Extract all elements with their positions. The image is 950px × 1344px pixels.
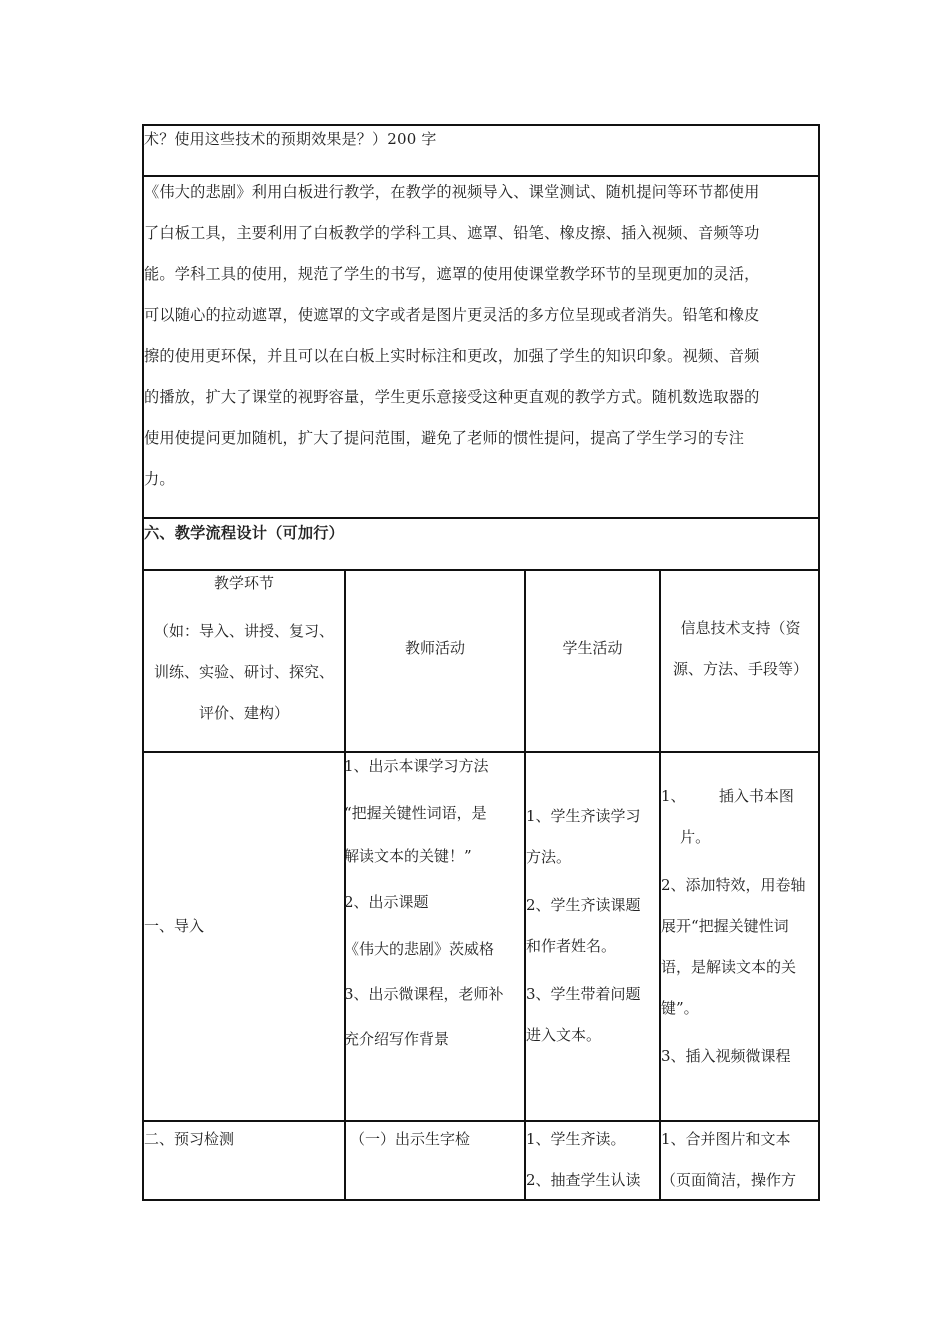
tech-support-line: 片。: [661, 828, 711, 846]
paragraph-line: 可以随心的拉动遮罩，使遮罩的文字或者是图片更灵活的多方位呈现或者消失。铅笔和橡皮: [144, 306, 760, 324]
teacher-activity-line: （一）出示生字检: [350, 1130, 471, 1148]
student-activity-line: 2、学生齐读课题: [526, 896, 641, 914]
question-text: 术？使用这些技术的预期效果是？）200 字: [144, 130, 437, 148]
tech-support-line: 展开“把握关键性词: [661, 917, 789, 935]
teacher-activity-line: “把握关键性词语，是: [344, 804, 487, 822]
header-stage-note: （如：导入、讲授、复习、: [153, 622, 334, 640]
tech-support-line: 3、插入视频微课程: [661, 1047, 791, 1065]
header-tech-support: 信息技术支持（资: [680, 619, 801, 637]
student-activity-line: 3、学生带着问题: [526, 985, 641, 1003]
student-activity-line: 2、抽查学生认读: [526, 1171, 641, 1189]
teacher-activity-line: 2、出示课题: [344, 893, 429, 911]
student-activity-line: 进入文本。: [526, 1026, 602, 1044]
row-divider: [142, 517, 820, 519]
header-stage-note: 评价、建构）: [198, 704, 289, 722]
paragraph-line: 了白板工具，主要利用了白板教学的学科工具、遮罩、铅笔、橡皮擦、插入视频、音频等功: [144, 224, 760, 242]
student-activity-line: 和作者姓名。: [526, 937, 617, 955]
paragraph-line: 使用使提问更加随机，扩大了提问范围，避免了老师的惯性提问，提高了学生学习的专注: [144, 429, 745, 447]
stage-cell: 二、预习检测: [144, 1130, 235, 1148]
student-activity-line: 1、学生齐读。: [526, 1130, 626, 1148]
paragraph-line: 的播放，扩大了课堂的视野容量，学生更乐意接受这种更直观的教学方式。随机数选取器的: [144, 388, 760, 406]
tech-support-line: 1、合并图片和文本: [661, 1130, 791, 1148]
tech-support-line: 1、 插入书本图: [661, 787, 794, 805]
header-tech-support: 源、方法、手段等）: [672, 660, 808, 678]
tech-support-line: 语，是解读文本的关: [661, 958, 797, 976]
tech-support-line: 2、添加特效，用卷轴: [661, 876, 806, 894]
header-teacher-activity: 教师活动: [404, 639, 465, 657]
paragraph-line: 力。: [144, 470, 175, 488]
tech-support-line: 键”。: [661, 999, 699, 1017]
teacher-activity-line: 解读文本的关键！”: [344, 847, 472, 865]
paragraph-line: 《伟大的悲剧》利用白板进行教学，在教学的视频导入、课堂测试、随机提问等环节都使用: [144, 183, 760, 201]
tech-support-line: （页面简洁，操作方: [661, 1171, 797, 1189]
paragraph-line: 擦的使用更环保，并且可以在白板上实时标注和更改，加强了学生的知识印象。视频、音频: [144, 347, 760, 365]
row-divider: [142, 175, 820, 177]
paragraph-line: 能。学科工具的使用，规范了学生的书写，遮罩的使用使课堂教学环节的呈现更加的灵活，: [144, 265, 760, 283]
stage-cell: 一、导入: [144, 917, 205, 935]
student-activity-line: 1、学生齐读学习: [526, 807, 641, 825]
student-activity-line: 方法。: [526, 848, 572, 866]
section-heading: 六、教学流程设计（可加行）: [144, 524, 345, 542]
teacher-activity-line: 《伟大的悲剧》茨威格: [344, 940, 495, 958]
header-stage-title: 教学环节: [213, 574, 274, 592]
teacher-activity-line: 1、出示本课学习方法: [344, 757, 489, 775]
header-stage-note: 训练、实验、研讨、探究、: [153, 663, 334, 681]
teacher-activity-line: 3、出示微课程，老师补: [344, 985, 504, 1003]
header-student-activity: 学生活动: [562, 639, 623, 657]
teacher-activity-line: 充介绍写作背景: [344, 1030, 450, 1048]
